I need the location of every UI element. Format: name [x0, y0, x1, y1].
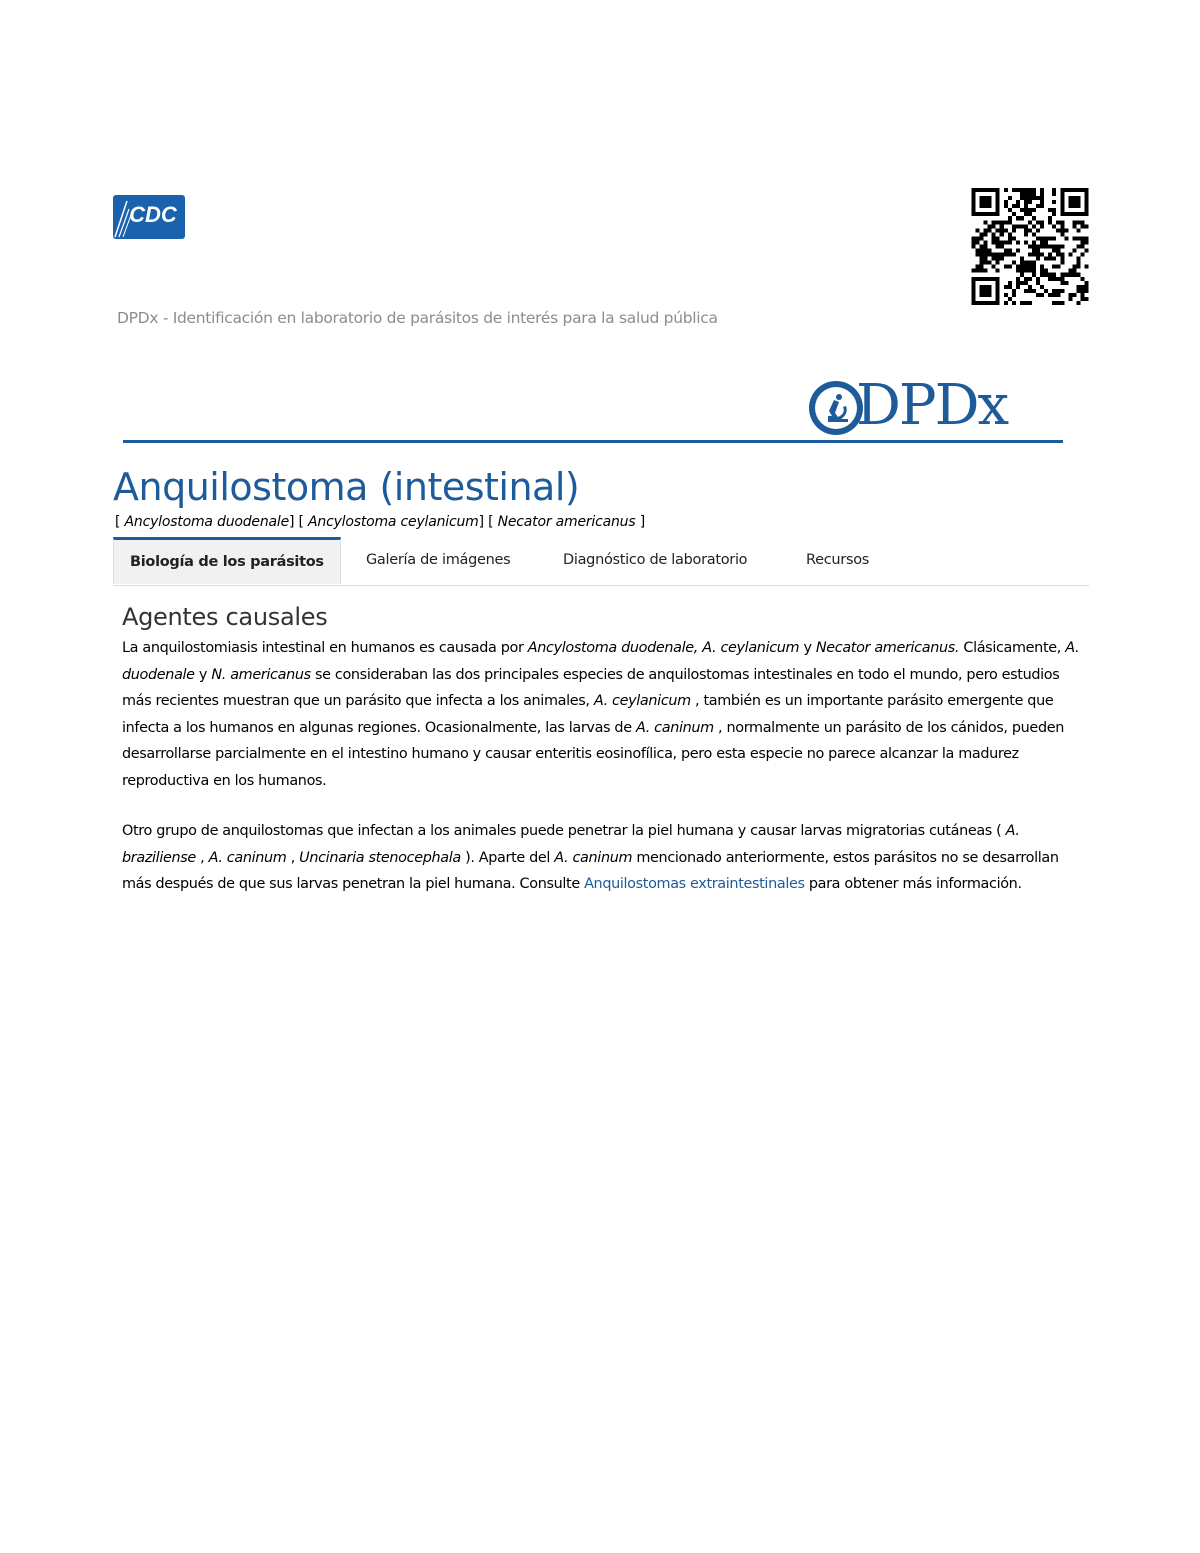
species-name: A. caninum	[208, 849, 287, 866]
text: ). Aparte del	[460, 849, 555, 866]
species-name: Uncinaria stenocephala	[299, 849, 461, 866]
species-name: Necator americanus	[497, 514, 636, 530]
text: , también es un importante parásito emergente que infecta a los humanos en algunas regiones. Ocasionalmente, las larvas de	[122, 693, 1054, 736]
species-name: Ancylostoma ceylanicum	[308, 514, 479, 530]
text: , normalmente un parásito de los cánidos, pueden desarrollarse parcialmente en el intestino humano y causar enteritis eosinofílica, pero esta especie no parece alcanzar la madurez reproductiva en los humanos.	[122, 719, 1064, 789]
species-name: A. caninum	[635, 719, 714, 736]
species-bracket-close: ]	[635, 514, 645, 530]
species-name: Necator americanus.	[815, 640, 960, 656]
text: mencionado anteriormente, estos parásitos no se desarrollan más después de que sus larvas penetran la piel humana. Consulte	[122, 849, 1059, 893]
page-title: Anquilostoma (intestinal)	[113, 465, 580, 509]
paragraph-cutaneous	[122, 818, 1082, 898]
text: y	[799, 640, 816, 656]
text: se consideraban las dos principales especies de anquilostomas intestinales en todo el mundo, pero estudios más recientes muestran que un parásito que infecta a los animales,	[122, 666, 1060, 710]
species-name: N. americanus	[211, 666, 311, 683]
tab-bar	[113, 537, 1089, 586]
species-name: A. duodenale	[122, 640, 1080, 683]
section-heading: Agentes causales	[122, 603, 328, 631]
text: y	[194, 666, 212, 683]
tab-diagnostico[interactable]: Diagnóstico de laboratorio	[563, 552, 748, 568]
species-bracket-close: ]	[289, 514, 295, 530]
species-bracket-close: ]	[478, 514, 484, 530]
species-name: A. caninum	[554, 849, 633, 866]
text: La anquilostomiasis intestinal en humanos es causada por	[122, 640, 528, 656]
dpdx-wordmark: DPDx	[856, 373, 1008, 438]
paragraph-causal-agents	[122, 635, 1082, 795]
tab-biologia[interactable]: Biología de los parásitos	[113, 537, 341, 584]
species-bracket-open: [	[483, 514, 498, 530]
extraintestinal-hookworms-link[interactable]: Anquilostomas extraintestinales	[584, 876, 805, 893]
qr-code	[971, 188, 1089, 305]
site-subtitle: DPDx - Identificación en laboratorio de parásitos de interés para la salud pública	[117, 309, 718, 327]
species-list	[115, 514, 645, 530]
species-name: Ancylostoma duodenale	[124, 514, 289, 530]
text: Clásicamente,	[959, 640, 1066, 656]
species-name: Ancylostoma duodenale, A. ceylanicum	[527, 640, 800, 656]
header-divider	[123, 440, 1063, 443]
tab-galeria[interactable]: Galería de imágenes	[366, 552, 511, 568]
species-bracket-open: [	[294, 514, 309, 530]
cdc-logo-text: CDC	[129, 202, 177, 227]
text: ,	[286, 849, 300, 866]
species-name: A. ceylanicum	[593, 693, 691, 710]
text: para obtener más información.	[804, 876, 1022, 893]
tab-recursos[interactable]: Recursos	[806, 552, 870, 568]
species-bracket-open: [	[115, 514, 125, 530]
text: ,	[195, 849, 209, 866]
cdc-logo	[113, 195, 185, 239]
text: Otro grupo de anquilostomas que infectan a los animales puede penetrar la piel humana y causar larvas migratorias cutáneas (	[122, 823, 1006, 839]
species-name: A. braziliense	[122, 823, 1020, 866]
dpdx-logo	[808, 373, 1070, 438]
